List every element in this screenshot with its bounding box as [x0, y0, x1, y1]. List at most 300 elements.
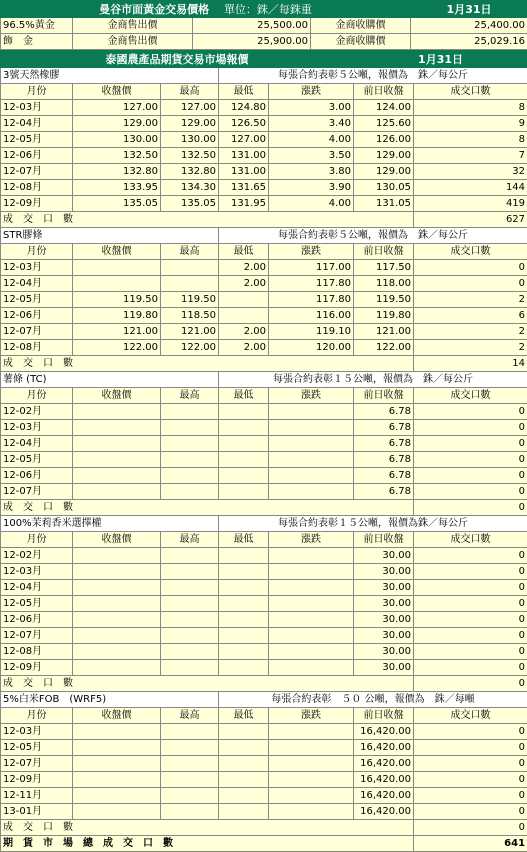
table-cell — [161, 548, 219, 564]
table-cell: 129.00 — [73, 116, 161, 132]
table-cell — [73, 276, 161, 292]
table-cell — [161, 740, 219, 756]
column-header: 成交口數 — [414, 84, 527, 100]
table-cell — [269, 772, 354, 788]
table-cell — [269, 628, 354, 644]
gold-unit: 單位：銖／每銖重 — [224, 3, 312, 16]
table-row — [1, 260, 527, 276]
table-cell: 30.00 — [354, 548, 414, 564]
table-cell — [269, 420, 354, 436]
table-cell — [73, 596, 161, 612]
table-cell — [219, 580, 269, 596]
section-title-row — [1, 228, 527, 244]
table-cell: 12-06月 — [1, 468, 73, 484]
table-cell — [161, 660, 219, 676]
table-cell: 2.00 — [219, 260, 269, 276]
table-cell: 116.00 — [269, 308, 354, 324]
section-total-value: 14 — [414, 356, 527, 372]
table-row — [1, 276, 527, 292]
gold-buy-value: 25,029.16 — [411, 34, 527, 50]
table-cell — [269, 804, 354, 820]
table-row — [1, 148, 527, 164]
table-cell: 0 — [414, 804, 527, 820]
gold-kind: 96.5%黃金 — [1, 18, 73, 34]
table-cell — [73, 468, 161, 484]
table-cell: 0 — [414, 484, 527, 500]
table-cell — [269, 484, 354, 500]
section-title-row — [1, 516, 527, 532]
table-cell — [73, 756, 161, 772]
table-row — [1, 404, 527, 420]
table-cell: 30.00 — [354, 644, 414, 660]
table-cell: 16,420.00 — [354, 740, 414, 756]
table-cell: 0 — [414, 628, 527, 644]
gold-header — [1, 1, 527, 18]
table-row — [1, 324, 527, 340]
table-cell: 12-03月 — [1, 260, 73, 276]
table-cell: 12-07月 — [1, 756, 73, 772]
table-cell — [269, 404, 354, 420]
column-header: 最低 — [219, 532, 269, 548]
table-cell — [73, 724, 161, 740]
table-cell: 12-04月 — [1, 116, 73, 132]
gold-sell-label: 金商售出價 — [73, 18, 193, 34]
table-cell: 130.00 — [73, 132, 161, 148]
column-header: 最高 — [161, 388, 219, 404]
table-cell: 124.00 — [354, 100, 414, 116]
table-cell: 12-07月 — [1, 324, 73, 340]
section-total-row — [1, 212, 527, 228]
table-cell: 6.78 — [354, 484, 414, 500]
table-cell — [219, 628, 269, 644]
table-cell: 12-08月 — [1, 644, 73, 660]
column-header: 前日收盤 — [354, 244, 414, 260]
table-row — [1, 180, 527, 196]
section-total-row — [1, 500, 527, 516]
table-cell: 132.50 — [161, 148, 219, 164]
table-cell: 0 — [414, 580, 527, 596]
table-cell — [73, 580, 161, 596]
table-cell: 7 — [414, 148, 527, 164]
futures-table — [0, 50, 527, 852]
table-cell: 30.00 — [354, 612, 414, 628]
table-cell: 12-05月 — [1, 596, 73, 612]
column-header: 成交口數 — [414, 708, 527, 724]
table-cell: 0 — [414, 420, 527, 436]
column-header: 月份 — [1, 532, 73, 548]
table-cell — [161, 580, 219, 596]
table-cell: 144 — [414, 180, 527, 196]
table-cell: 126.50 — [219, 116, 269, 132]
table-cell: 0 — [414, 740, 527, 756]
table-cell: 3.00 — [269, 100, 354, 116]
section-total-label: 成 交 口 數 — [1, 676, 414, 692]
column-header: 前日收盤 — [354, 388, 414, 404]
table-cell: 30.00 — [354, 596, 414, 612]
gold-title-cell — [1, 1, 411, 18]
table-cell — [161, 724, 219, 740]
table-cell — [219, 644, 269, 660]
futures-header — [1, 51, 527, 68]
table-cell — [73, 772, 161, 788]
table-cell: 12-03月 — [1, 564, 73, 580]
table-cell — [269, 580, 354, 596]
table-row — [1, 452, 527, 468]
table-cell — [219, 436, 269, 452]
table-cell: 12-06月 — [1, 612, 73, 628]
futures-date: 1月31日 — [354, 51, 527, 68]
table-cell — [269, 436, 354, 452]
table-cell: 132.80 — [73, 164, 161, 180]
gold-kind: 飾 金 — [1, 34, 73, 50]
table-cell: 131.65 — [219, 180, 269, 196]
column-header-row — [1, 708, 527, 724]
table-cell: 0 — [414, 404, 527, 420]
table-cell: 30.00 — [354, 580, 414, 596]
table-cell: 32 — [414, 164, 527, 180]
table-cell: 0 — [414, 756, 527, 772]
column-header: 漲跌 — [269, 244, 354, 260]
table-cell — [73, 628, 161, 644]
table-cell: 3.90 — [269, 180, 354, 196]
table-cell: 0 — [414, 276, 527, 292]
section-note: 每張合約表彰１５公噸，報價為銖／每公斤 — [219, 516, 527, 532]
table-cell — [73, 548, 161, 564]
table-cell: 127.00 — [219, 132, 269, 148]
section-name: 3號天然橡膠 — [1, 68, 219, 84]
table-cell — [73, 484, 161, 500]
table-cell: 12-03月 — [1, 724, 73, 740]
table-cell — [73, 436, 161, 452]
table-cell: 0 — [414, 612, 527, 628]
section-total-label: 成 交 口 數 — [1, 500, 414, 516]
table-cell: 6.78 — [354, 436, 414, 452]
table-cell: 2 — [414, 292, 527, 308]
table-row — [1, 308, 527, 324]
table-cell — [161, 788, 219, 804]
table-cell — [219, 452, 269, 468]
table-cell — [161, 596, 219, 612]
column-header: 前日收盤 — [354, 708, 414, 724]
table-cell: 12-02月 — [1, 404, 73, 420]
table-cell — [161, 436, 219, 452]
table-cell: 125.60 — [354, 116, 414, 132]
table-cell: 134.30 — [161, 180, 219, 196]
section-total-value: 627 — [414, 212, 527, 228]
table-row — [1, 548, 527, 564]
column-header: 成交口數 — [414, 244, 527, 260]
table-cell — [73, 452, 161, 468]
column-header: 最低 — [219, 244, 269, 260]
table-row — [1, 580, 527, 596]
table-cell — [219, 612, 269, 628]
column-header: 成交口數 — [414, 532, 527, 548]
section-title-row — [1, 692, 527, 708]
table-cell: 118.50 — [161, 308, 219, 324]
table-cell: 127.00 — [161, 100, 219, 116]
table-cell: 117.80 — [269, 292, 354, 308]
table-cell: 419 — [414, 196, 527, 212]
table-cell: 12-05月 — [1, 740, 73, 756]
table-cell: 4.00 — [269, 132, 354, 148]
section-name: 100%茉莉香米選擇權 — [1, 516, 219, 532]
grand-total-value: 641 — [414, 836, 527, 852]
column-header-row — [1, 532, 527, 548]
table-cell: 117.80 — [269, 276, 354, 292]
table-cell — [73, 404, 161, 420]
table-cell — [219, 804, 269, 820]
table-cell: 131.05 — [354, 196, 414, 212]
table-row — [1, 772, 527, 788]
section-note: 每張合約表彰１５公噸，報價為 銖／每公斤 — [219, 372, 527, 388]
table-cell: 119.10 — [269, 324, 354, 340]
table-cell: 129.00 — [354, 164, 414, 180]
section-total-value: 0 — [414, 500, 527, 516]
table-row — [1, 804, 527, 820]
table-cell: 12-05月 — [1, 452, 73, 468]
table-cell: 12-02月 — [1, 548, 73, 564]
column-header: 月份 — [1, 244, 73, 260]
column-header: 收盤價 — [73, 532, 161, 548]
table-cell: 0 — [414, 788, 527, 804]
gold-date: 1月31日 — [411, 1, 527, 18]
table-cell — [73, 564, 161, 580]
grand-total-row — [1, 836, 527, 852]
table-cell: 12-08月 — [1, 180, 73, 196]
table-cell: 0 — [414, 260, 527, 276]
table-cell: 16,420.00 — [354, 724, 414, 740]
table-cell: 129.00 — [354, 148, 414, 164]
table-cell: 12-07月 — [1, 628, 73, 644]
table-cell: 3.50 — [269, 148, 354, 164]
table-cell: 126.00 — [354, 132, 414, 148]
section-total-label: 成 交 口 數 — [1, 212, 414, 228]
table-cell — [73, 644, 161, 660]
table-cell: 16,420.00 — [354, 772, 414, 788]
table-cell: 12-11月 — [1, 788, 73, 804]
table-row — [1, 788, 527, 804]
table-cell: 124.80 — [219, 100, 269, 116]
table-cell: 129.00 — [161, 116, 219, 132]
column-header: 最高 — [161, 244, 219, 260]
column-header-row — [1, 388, 527, 404]
table-cell: 12-03月 — [1, 420, 73, 436]
table-cell: 0 — [414, 452, 527, 468]
column-header: 最低 — [219, 388, 269, 404]
table-row — [1, 116, 527, 132]
column-header: 最高 — [161, 84, 219, 100]
table-cell: 133.95 — [73, 180, 161, 196]
table-cell: 12-04月 — [1, 276, 73, 292]
table-cell: 9 — [414, 116, 527, 132]
column-header: 最低 — [219, 84, 269, 100]
table-cell: 119.50 — [161, 292, 219, 308]
table-cell — [73, 740, 161, 756]
table-cell — [161, 612, 219, 628]
table-cell: 0 — [414, 436, 527, 452]
table-cell: 8 — [414, 100, 527, 116]
table-cell: 0 — [414, 548, 527, 564]
table-cell: 30.00 — [354, 564, 414, 580]
gold-row — [1, 18, 527, 34]
table-cell: 12-09月 — [1, 660, 73, 676]
column-header: 前日收盤 — [354, 84, 414, 100]
table-row — [1, 724, 527, 740]
table-cell: 6.78 — [354, 468, 414, 484]
table-row — [1, 420, 527, 436]
section-title-row — [1, 68, 527, 84]
gold-sell-value: 25,500.00 — [193, 18, 311, 34]
table-cell: 6.78 — [354, 452, 414, 468]
section-total-row — [1, 356, 527, 372]
table-cell: 119.80 — [354, 308, 414, 324]
table-row — [1, 628, 527, 644]
table-cell — [161, 420, 219, 436]
table-cell: 2 — [414, 340, 527, 356]
table-cell: 3.40 — [269, 116, 354, 132]
table-row — [1, 164, 527, 180]
table-cell: 117.00 — [269, 260, 354, 276]
table-row — [1, 644, 527, 660]
table-cell — [161, 772, 219, 788]
table-cell — [269, 612, 354, 628]
table-cell: 6.78 — [354, 420, 414, 436]
column-header: 收盤價 — [73, 388, 161, 404]
table-cell — [219, 292, 269, 308]
table-cell — [73, 420, 161, 436]
section-note: 每張合約表彰５公噸，報價為 銖／每公斤 — [219, 228, 527, 244]
table-cell: 6 — [414, 308, 527, 324]
column-header: 收盤價 — [73, 84, 161, 100]
table-cell: 12-06月 — [1, 308, 73, 324]
table-cell: 135.05 — [73, 196, 161, 212]
table-cell: 12-09月 — [1, 196, 73, 212]
table-cell: 121.00 — [354, 324, 414, 340]
table-row — [1, 596, 527, 612]
table-cell: 12-05月 — [1, 292, 73, 308]
table-row — [1, 660, 527, 676]
table-cell — [269, 564, 354, 580]
column-header: 漲跌 — [269, 708, 354, 724]
table-cell: 12-05月 — [1, 132, 73, 148]
table-cell: 132.80 — [161, 164, 219, 180]
table-cell: 4.00 — [269, 196, 354, 212]
table-cell — [219, 308, 269, 324]
column-header: 最高 — [161, 708, 219, 724]
table-cell — [219, 596, 269, 612]
table-cell: 119.80 — [73, 308, 161, 324]
table-row — [1, 340, 527, 356]
table-row — [1, 756, 527, 772]
grand-total-label: 期 貨 市 場 總 成 交 口 數 — [1, 836, 414, 852]
column-header: 最低 — [219, 708, 269, 724]
table-cell — [219, 420, 269, 436]
table-cell — [219, 484, 269, 500]
table-cell — [269, 596, 354, 612]
table-cell: 16,420.00 — [354, 788, 414, 804]
table-cell — [161, 564, 219, 580]
table-cell — [219, 404, 269, 420]
table-cell — [269, 740, 354, 756]
table-cell: 0 — [414, 564, 527, 580]
section-total-value: 0 — [414, 676, 527, 692]
table-cell: 8 — [414, 132, 527, 148]
table-cell: 0 — [414, 724, 527, 740]
table-cell: 122.00 — [161, 340, 219, 356]
table-cell: 0 — [414, 644, 527, 660]
table-cell: 130.00 — [161, 132, 219, 148]
table-cell: 12-04月 — [1, 436, 73, 452]
section-note: 每張合約表彰５公噸，報價為 銖／每公斤 — [219, 68, 527, 84]
table-row — [1, 132, 527, 148]
table-cell: 119.50 — [354, 292, 414, 308]
gold-buy-value: 25,400.00 — [411, 18, 527, 34]
section-total-label: 成 交 口 數 — [1, 820, 414, 836]
table-cell: 131.00 — [219, 164, 269, 180]
table-cell: 6.78 — [354, 404, 414, 420]
table-cell — [73, 804, 161, 820]
table-cell: 0 — [414, 772, 527, 788]
table-cell: 0 — [414, 660, 527, 676]
table-cell: 12-09月 — [1, 772, 73, 788]
table-row — [1, 740, 527, 756]
column-header: 漲跌 — [269, 84, 354, 100]
table-cell — [269, 660, 354, 676]
table-cell: 30.00 — [354, 660, 414, 676]
table-cell — [219, 788, 269, 804]
table-cell — [269, 452, 354, 468]
table-cell: 122.00 — [73, 340, 161, 356]
table-cell: 121.00 — [161, 324, 219, 340]
table-cell — [161, 756, 219, 772]
column-header-row — [1, 84, 527, 100]
column-header: 收盤價 — [73, 244, 161, 260]
table-cell: 30.00 — [354, 628, 414, 644]
table-cell — [161, 804, 219, 820]
table-cell: 13-01月 — [1, 804, 73, 820]
column-header: 收盤價 — [73, 708, 161, 724]
table-cell: 131.00 — [219, 148, 269, 164]
gold-buy-label: 金商收購價 — [311, 18, 411, 34]
column-header: 月份 — [1, 708, 73, 724]
table-cell — [73, 612, 161, 628]
table-cell — [161, 468, 219, 484]
section-name: 5%白米FOB (WRF5) — [1, 692, 219, 708]
table-cell — [269, 756, 354, 772]
table-cell: 12-03月 — [1, 100, 73, 116]
table-cell: 131.95 — [219, 196, 269, 212]
section-name: STR膠條 — [1, 228, 219, 244]
table-cell: 0 — [414, 596, 527, 612]
table-cell: 0 — [414, 468, 527, 484]
gold-title: 曼谷市面黃金交易價格 — [99, 3, 209, 16]
table-row — [1, 468, 527, 484]
table-row — [1, 196, 527, 212]
table-cell — [269, 468, 354, 484]
table-cell — [219, 772, 269, 788]
table-cell — [219, 548, 269, 564]
table-cell — [219, 756, 269, 772]
table-cell: 121.00 — [73, 324, 161, 340]
section-title-row — [1, 372, 527, 388]
gold-table — [0, 0, 527, 50]
table-cell: 12-06月 — [1, 148, 73, 164]
table-cell — [161, 484, 219, 500]
section-total-value: 0 — [414, 820, 527, 836]
column-header: 前日收盤 — [354, 532, 414, 548]
column-header: 月份 — [1, 388, 73, 404]
table-cell — [161, 628, 219, 644]
